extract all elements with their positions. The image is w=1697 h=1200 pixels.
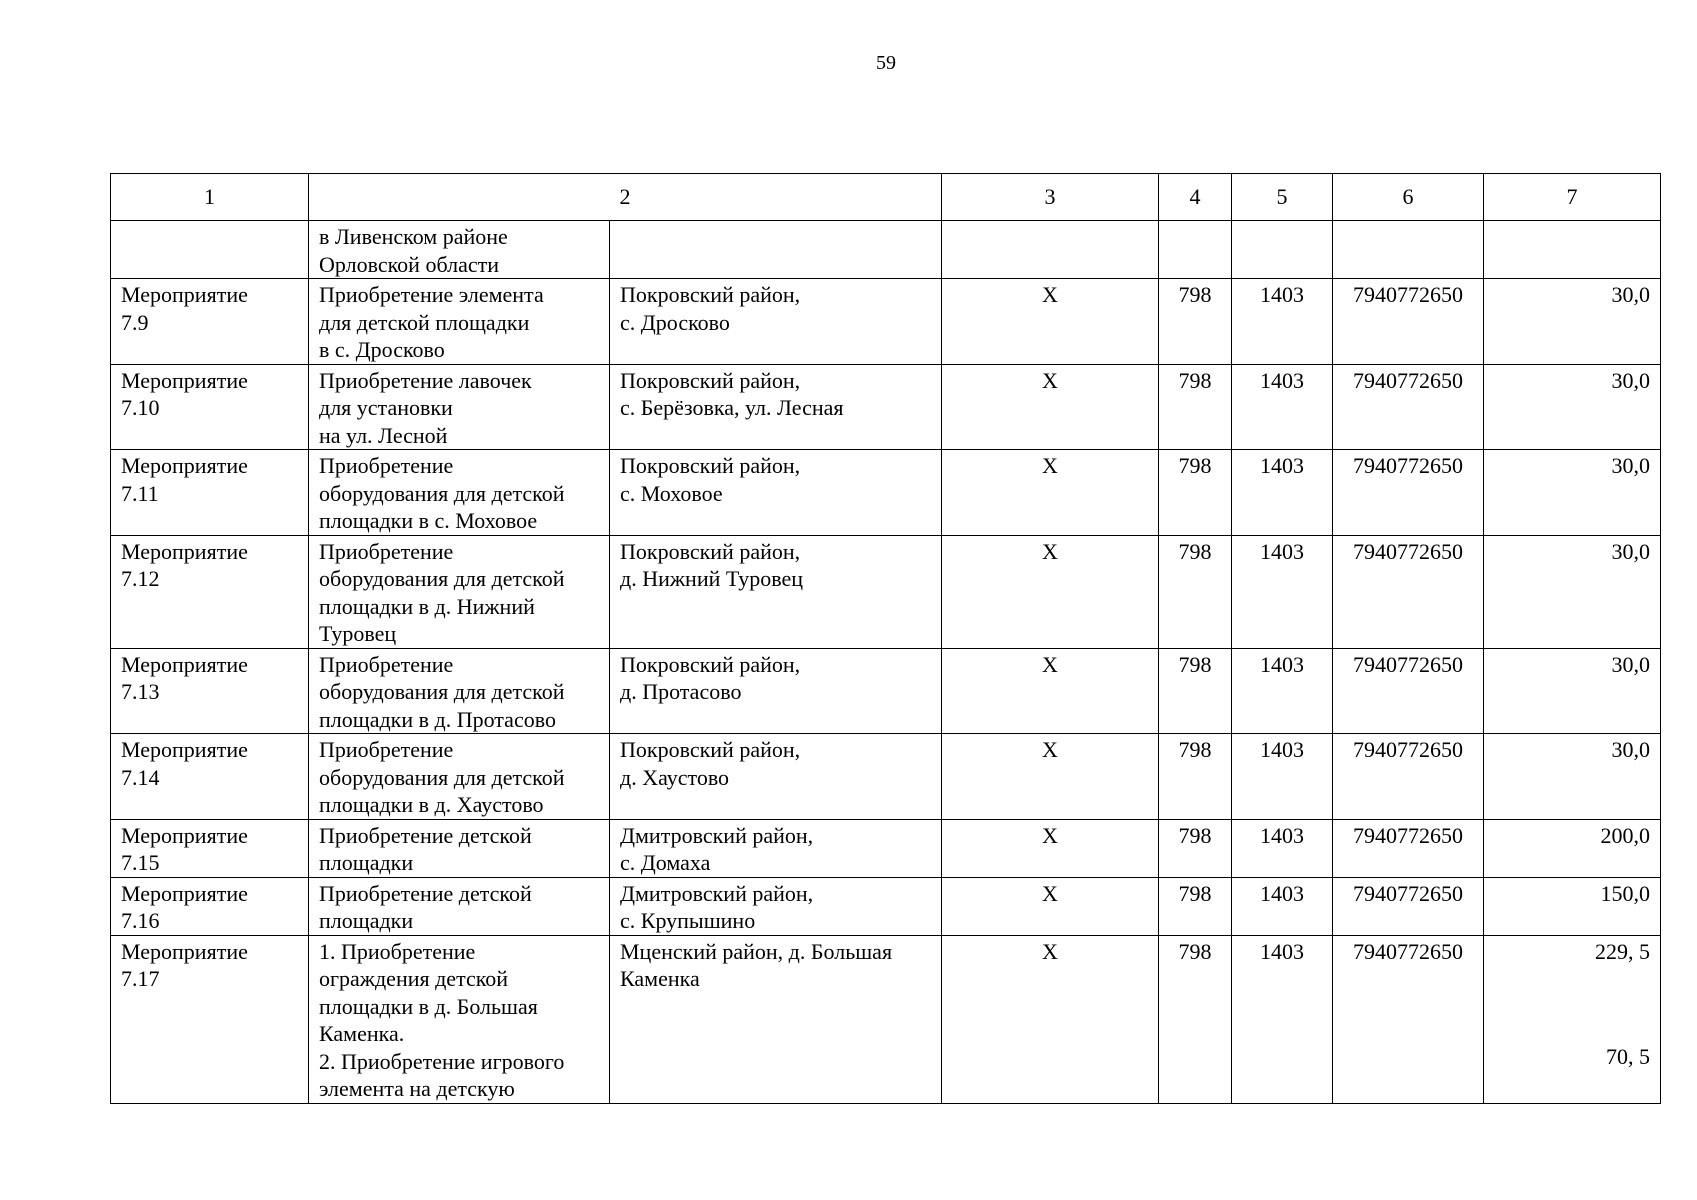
cell-description-line: в Ливенском районе bbox=[319, 224, 508, 249]
header-cell: 2 bbox=[309, 174, 942, 221]
header-cell: 1 bbox=[111, 174, 309, 221]
cell-event-line: Мероприятие bbox=[121, 880, 248, 906]
table-row bbox=[111, 450, 1661, 536]
cell-amount bbox=[1484, 819, 1661, 877]
cell-location-line: с. Моховое bbox=[620, 480, 723, 506]
cell-location-line: с. Дросково bbox=[620, 309, 730, 335]
cell-amount-line: 30,0 bbox=[1611, 453, 1650, 478]
cell-location bbox=[610, 364, 942, 450]
cell-description-line: Приобретение bbox=[319, 737, 454, 762]
cell-event-line: Мероприятие bbox=[121, 367, 248, 393]
cell-code: 798 bbox=[1159, 279, 1232, 365]
cell-target-code: 7940772650 bbox=[1333, 279, 1484, 365]
cell-event bbox=[111, 877, 309, 935]
cell-event bbox=[111, 648, 309, 734]
cell-target-code: 7940772650 bbox=[1333, 734, 1484, 820]
cell-amount bbox=[1484, 535, 1661, 648]
cell-event-line: 7.10 bbox=[121, 395, 160, 420]
table-row bbox=[111, 877, 1661, 935]
cell-x: Х bbox=[942, 450, 1159, 536]
empty-cell bbox=[1232, 221, 1333, 279]
cell-amount-line: 200,0 bbox=[1600, 822, 1650, 848]
cell-event-line: 7.17 bbox=[121, 966, 160, 991]
cell-amount bbox=[1484, 450, 1661, 536]
header-cell: 7 bbox=[1484, 174, 1661, 221]
cell-event-line: Мероприятие bbox=[121, 737, 248, 762]
table-row bbox=[111, 819, 1661, 877]
cell-description-line: Приобретение детской bbox=[319, 822, 532, 848]
cell-amount bbox=[1484, 877, 1661, 935]
cell-target-code: 7940772650 bbox=[1333, 935, 1484, 1103]
cell-code: 798 bbox=[1159, 535, 1232, 648]
header-cell: 6 bbox=[1333, 174, 1484, 221]
cell-code: 798 bbox=[1159, 935, 1232, 1103]
cell-section: 1403 bbox=[1232, 819, 1333, 877]
cell-x: Х bbox=[942, 819, 1159, 877]
cell-amount-line: 30,0 bbox=[1611, 651, 1650, 677]
cell-description-line: Орловской области bbox=[319, 251, 499, 277]
cell-amount-line: 150,0 bbox=[1600, 880, 1650, 906]
cell-location-line: с. Домаха bbox=[620, 850, 711, 875]
cell-description bbox=[309, 364, 610, 450]
cell-location-line: д. Хаустово bbox=[620, 764, 730, 790]
table-row bbox=[111, 648, 1661, 734]
cell-description-line: ограждения детской bbox=[319, 966, 509, 991]
cell-description-line: Каменка. bbox=[319, 1021, 405, 1046]
header-cell: 3 bbox=[942, 174, 1159, 221]
cell-event-line: Мероприятие bbox=[121, 822, 248, 848]
cell-location-line: Покровский район, bbox=[620, 367, 801, 393]
header-cell: 5 bbox=[1232, 174, 1333, 221]
page-number: 59 bbox=[876, 52, 896, 74]
cell-event-line: Мероприятие bbox=[121, 282, 248, 307]
cell-description-line: элемента на детскую bbox=[319, 1076, 515, 1101]
cell-section: 1403 bbox=[1232, 450, 1333, 536]
cell-event-line: 7.14 bbox=[121, 764, 160, 790]
cell-event-line: Мероприятие bbox=[121, 651, 248, 677]
cell-location-line: д. Нижний Туровец bbox=[620, 566, 804, 591]
cell-event-line: 7.11 bbox=[121, 480, 159, 506]
cell-location-line: Каменка bbox=[620, 966, 700, 991]
cell-event bbox=[111, 935, 309, 1103]
cell-event bbox=[111, 734, 309, 820]
cell-section: 1403 bbox=[1232, 734, 1333, 820]
cell-description bbox=[309, 648, 610, 734]
cell-event bbox=[111, 221, 309, 279]
cell-event-line: 7.15 bbox=[121, 850, 160, 875]
table-row bbox=[111, 279, 1661, 365]
cell-target-code: 7940772650 bbox=[1333, 535, 1484, 648]
cell-description bbox=[309, 221, 610, 279]
cell-description-line: 2. Приобретение игрового bbox=[319, 1048, 565, 1074]
empty-cell bbox=[1159, 221, 1232, 279]
cell-amount-line: 70, 5 bbox=[1606, 1044, 1650, 1069]
empty-cell bbox=[1333, 221, 1484, 279]
cell-event-line: Мероприятие bbox=[121, 938, 248, 964]
cell-description-line: оборудования для детской bbox=[319, 480, 565, 506]
cell-description bbox=[309, 450, 610, 536]
cell-location-line: с. Берёзовка, ул. Лесная bbox=[620, 395, 844, 420]
cell-description-line: площадки в с. Моховое bbox=[319, 508, 538, 533]
empty-cell bbox=[1484, 221, 1661, 279]
cell-section: 1403 bbox=[1232, 535, 1333, 648]
empty-cell bbox=[610, 221, 942, 279]
cell-amount bbox=[1484, 935, 1661, 1103]
cell-amount bbox=[1484, 648, 1661, 734]
cell-description-line: оборудования для детской bbox=[319, 764, 565, 790]
cell-description bbox=[309, 734, 610, 820]
cell-target-code: 7940772650 bbox=[1333, 819, 1484, 877]
cell-location bbox=[610, 648, 942, 734]
cell-event-line: 7.9 bbox=[121, 309, 149, 335]
cell-section: 1403 bbox=[1232, 648, 1333, 734]
cell-location-line: Покровский район, bbox=[620, 651, 801, 677]
cell-description-line: площадки в д. Нижний bbox=[319, 593, 535, 619]
cell-x: Х bbox=[942, 535, 1159, 648]
cell-description-line: площадки в д. Хаустово bbox=[319, 792, 544, 817]
cell-code: 798 bbox=[1159, 364, 1232, 450]
cell-description-line: Приобретение bbox=[319, 651, 454, 677]
cell-target-code: 7940772650 bbox=[1333, 364, 1484, 450]
cell-description bbox=[309, 535, 610, 648]
cell-amount bbox=[1484, 734, 1661, 820]
cell-event bbox=[111, 279, 309, 365]
cell-code: 798 bbox=[1159, 819, 1232, 877]
cell-event bbox=[111, 819, 309, 877]
cell-description-line: Приобретение детской bbox=[319, 880, 532, 906]
table-row bbox=[111, 364, 1661, 450]
cell-event bbox=[111, 450, 309, 536]
cell-amount-line: 30,0 bbox=[1611, 737, 1650, 762]
cell-description-line: оборудования для детской bbox=[319, 679, 565, 704]
cell-description-line: Приобретение элемента bbox=[319, 282, 544, 307]
cell-description-line: оборудования для детской bbox=[319, 566, 565, 591]
cell-event bbox=[111, 535, 309, 648]
cell-event-line: Мероприятие bbox=[121, 453, 248, 478]
cell-event bbox=[111, 364, 309, 450]
cell-section: 1403 bbox=[1232, 877, 1333, 935]
cell-location bbox=[610, 935, 942, 1103]
cell-description-line: на ул. Лесной bbox=[319, 422, 448, 448]
cell-description-line: для детской площадки bbox=[319, 309, 530, 335]
cell-location-line: Покровский район, bbox=[620, 282, 801, 307]
cell-code: 798 bbox=[1159, 450, 1232, 536]
cell-description bbox=[309, 279, 610, 365]
cell-description-line: площадки bbox=[319, 850, 414, 875]
cell-target-code: 7940772650 bbox=[1333, 877, 1484, 935]
cell-x: Х bbox=[942, 877, 1159, 935]
cell-location-line: Покровский район, bbox=[620, 737, 801, 762]
cell-section: 1403 bbox=[1232, 364, 1333, 450]
cell-section: 1403 bbox=[1232, 279, 1333, 365]
cell-location bbox=[610, 279, 942, 365]
cell-location-line: с. Крупышино bbox=[620, 908, 756, 933]
cell-description bbox=[309, 819, 610, 877]
cell-amount-line: 229, 5 bbox=[1595, 938, 1650, 964]
cell-location-line: Мценский район, д. Большая bbox=[620, 938, 893, 964]
budget-table bbox=[110, 173, 1661, 1104]
cell-description-line: 1. Приобретение bbox=[319, 938, 476, 964]
cell-x: Х bbox=[942, 279, 1159, 365]
cell-location-line: Покровский район, bbox=[620, 538, 801, 564]
cell-location bbox=[610, 535, 942, 648]
cell-description-line: площадки в д. Протасово bbox=[319, 706, 556, 732]
cell-amount-line: 30,0 bbox=[1611, 538, 1650, 564]
cell-code: 798 bbox=[1159, 648, 1232, 734]
cell-amount-line: 30,0 bbox=[1611, 367, 1650, 393]
cell-target-code: 7940772650 bbox=[1333, 450, 1484, 536]
cell-description-line: Приобретение лавочек bbox=[319, 367, 532, 393]
cell-description bbox=[309, 877, 610, 935]
cell-x: Х bbox=[942, 648, 1159, 734]
cell-location bbox=[610, 450, 942, 536]
cell-amount bbox=[1484, 364, 1661, 450]
table-row bbox=[111, 535, 1661, 648]
cell-location-line: Дмитровский район, bbox=[620, 822, 814, 848]
cell-x: Х bbox=[942, 364, 1159, 450]
header-cell: 4 bbox=[1159, 174, 1232, 221]
cell-description-line: Туровец bbox=[319, 621, 397, 646]
empty-cell bbox=[942, 221, 1159, 279]
cell-location bbox=[610, 734, 942, 820]
cell-description-line: площадки в д. Большая bbox=[319, 993, 538, 1019]
continuation-row bbox=[111, 221, 1661, 279]
cell-event-line: Мероприятие bbox=[121, 538, 248, 564]
cell-event-line: 7.16 bbox=[121, 908, 160, 933]
cell-target-code: 7940772650 bbox=[1333, 648, 1484, 734]
table-row bbox=[111, 935, 1661, 1103]
cell-description-line: Приобретение bbox=[319, 453, 454, 478]
cell-description bbox=[309, 935, 610, 1103]
cell-description-line: в с. Дросково bbox=[319, 337, 445, 362]
cell-location-line: Покровский район, bbox=[620, 453, 801, 478]
cell-description-line: Приобретение bbox=[319, 538, 454, 564]
cell-amount bbox=[1484, 279, 1661, 365]
header-row bbox=[111, 174, 1661, 221]
cell-event-line: 7.12 bbox=[121, 566, 160, 591]
cell-location bbox=[610, 819, 942, 877]
cell-event-line: 7.13 bbox=[121, 679, 160, 704]
cell-location bbox=[610, 877, 942, 935]
cell-code: 798 bbox=[1159, 734, 1232, 820]
cell-x: Х bbox=[942, 734, 1159, 820]
cell-description-line: площадки bbox=[319, 908, 414, 933]
cell-location-line: Дмитровский район, bbox=[620, 880, 814, 906]
cell-x: Х bbox=[942, 935, 1159, 1103]
cell-code: 798 bbox=[1159, 877, 1232, 935]
cell-location-line: д. Протасово bbox=[620, 679, 742, 704]
cell-amount-line: 30,0 bbox=[1611, 282, 1650, 307]
cell-section: 1403 bbox=[1232, 935, 1333, 1103]
cell-description-line: для установки bbox=[319, 395, 453, 420]
table-row bbox=[111, 734, 1661, 820]
